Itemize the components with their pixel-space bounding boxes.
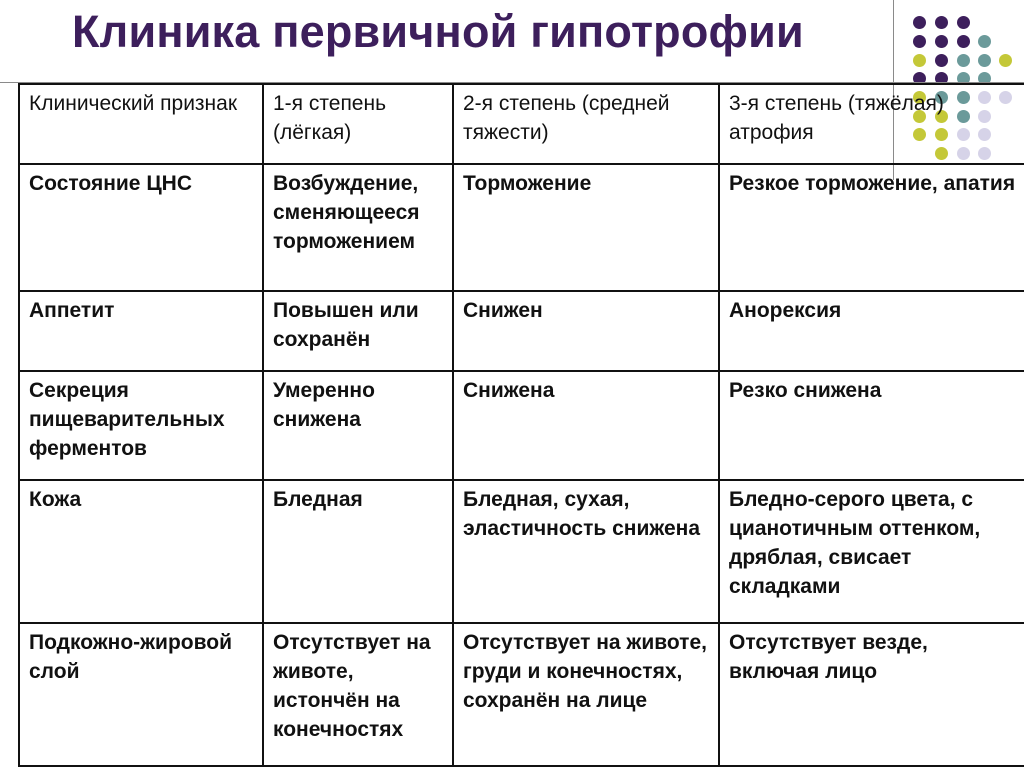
decor-dot — [957, 35, 970, 48]
table-cell: Бледно-серого цвета, с цианотичным оттенком, дряблая, свисает складками — [719, 480, 1024, 623]
decor-dot — [978, 54, 991, 67]
table-header-row — [19, 84, 1024, 164]
header-cell: 1-я степень (лёгкая) — [263, 84, 453, 164]
table-cell: Бледная, сухая, эластичность снижена — [453, 480, 719, 623]
decor-dot — [957, 16, 970, 29]
table-cell: Снижен — [453, 291, 719, 371]
table-cell: Повышен или сохранён — [263, 291, 453, 371]
table-cell: Возбуждение, сменяющееся торможением — [263, 164, 453, 291]
table-cell: Бледная — [263, 480, 453, 623]
table-row — [19, 623, 1024, 766]
decor-dot — [978, 35, 991, 48]
header-cell: 2-я степень (средней тяжести) — [453, 84, 719, 164]
table-cell: Кожа — [19, 480, 263, 623]
comparison-table — [18, 83, 1024, 767]
table-cell: Торможение — [453, 164, 719, 291]
decor-dot — [935, 54, 948, 67]
table-cell: Умеренно снижена — [263, 371, 453, 480]
decor-dot — [935, 16, 948, 29]
slide-title: Клиника первичной гипотрофии — [72, 6, 804, 57]
decor-dot — [913, 35, 926, 48]
decor-dot — [957, 54, 970, 67]
table-cell: Состояние ЦНС — [19, 164, 263, 291]
table-cell: Отсутствует на животе, истончён на конечностях — [263, 623, 453, 766]
table-cell: Отсутствует везде, включая лицо — [719, 623, 1024, 766]
table-row — [19, 164, 1024, 291]
table-cell: Резкое торможение, апатия — [719, 164, 1024, 291]
table-cell: Секреция пищеварительных ферментов — [19, 371, 263, 480]
table-row — [19, 480, 1024, 623]
decor-dot — [935, 35, 948, 48]
table-cell: Снижена — [453, 371, 719, 480]
decor-dot — [913, 16, 926, 29]
table-cell: Отсутствует на животе, груди и конечностях, сохранён на лице — [453, 623, 719, 766]
table-row — [19, 291, 1024, 371]
decor-dot — [999, 54, 1012, 67]
header-cell: 3-я степень (тяжёлая) атрофия — [719, 84, 1024, 164]
table-cell: Подкожно-жировой слой — [19, 623, 263, 766]
table-cell: Резко снижена — [719, 371, 1024, 480]
table-cell: Аппетит — [19, 291, 263, 371]
table-row — [19, 371, 1024, 480]
decor-dot — [913, 54, 926, 67]
header-cell: Клинический признак — [19, 84, 263, 164]
table-cell: Анорексия — [719, 291, 1024, 371]
